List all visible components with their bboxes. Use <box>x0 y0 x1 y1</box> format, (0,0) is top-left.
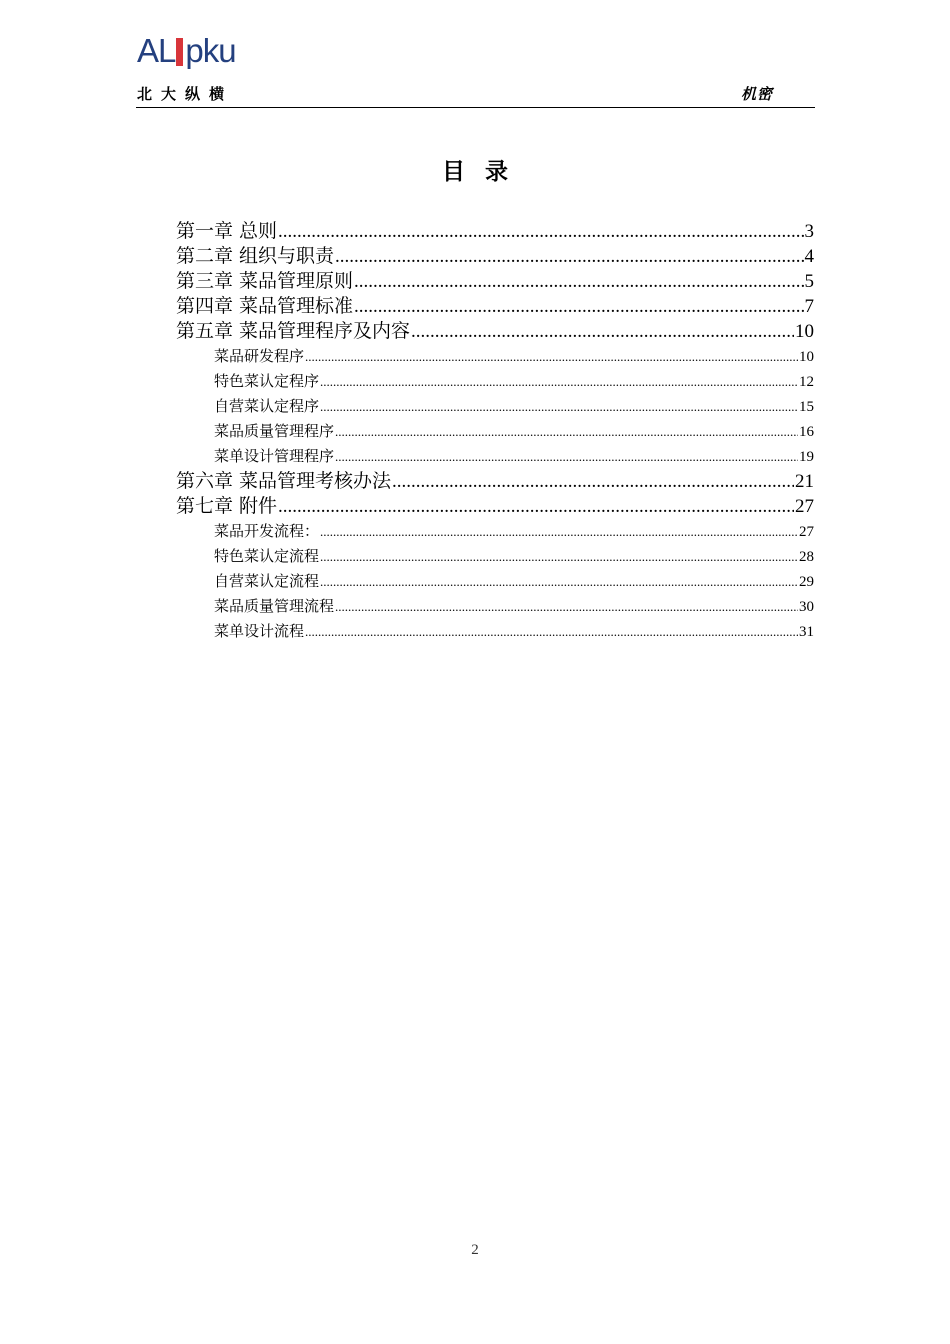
toc-subentry[interactable] <box>214 594 814 619</box>
logo-text-left: AL <box>137 32 176 69</box>
toc-dot-leader <box>305 344 798 369</box>
toc-title: 目录 <box>442 159 528 185</box>
toc-entry-label: 特色菜认定程序 <box>214 372 320 390</box>
company-logo <box>137 33 236 69</box>
toc-entry-page: 10 <box>795 321 814 342</box>
toc-dot-leader <box>320 569 798 594</box>
logo-text-right: pku <box>185 32 236 69</box>
toc-entry-page: 16 <box>799 424 814 440</box>
toc-entry-label: 第四章 菜品管理标准 <box>176 295 354 317</box>
page-number: 2 <box>471 1242 479 1258</box>
toc-dot-leader <box>320 519 798 544</box>
toc-entry-page: 30 <box>799 599 814 615</box>
toc-subentry[interactable] <box>214 394 814 419</box>
toc-entry-label: 菜品开发流程： <box>214 522 320 540</box>
toc-entry-label: 菜品研发程序 <box>214 347 305 365</box>
toc-dot-leader <box>320 369 798 394</box>
toc-subentry[interactable] <box>214 419 814 444</box>
toc-entry-page: 12 <box>799 374 814 390</box>
toc-subentry[interactable] <box>214 344 814 369</box>
toc-entry-page: 19 <box>799 449 814 465</box>
toc-entry-label: 第二章 组织与职责 <box>176 245 335 267</box>
toc-subentry[interactable] <box>214 544 814 569</box>
toc-entry-label: 第三章 菜品管理原则 <box>176 270 354 292</box>
toc-subentry[interactable] <box>214 569 814 594</box>
toc-dot-leader <box>335 244 803 269</box>
toc-dot-leader <box>392 469 794 494</box>
toc-dot-leader <box>278 494 794 519</box>
toc-entry-page: 28 <box>799 549 814 565</box>
toc-dot-leader <box>354 294 803 319</box>
toc-entry-page: 31 <box>799 624 814 640</box>
toc-entry-page: 21 <box>795 471 814 492</box>
toc-subentry[interactable] <box>214 369 814 394</box>
toc-dot-leader <box>354 269 803 294</box>
header-company-name: 北大纵横 <box>137 85 234 103</box>
toc-dot-leader <box>305 619 798 644</box>
logo-separator <box>176 38 183 66</box>
toc-entry[interactable] <box>176 269 814 294</box>
toc-entry[interactable] <box>176 294 814 319</box>
toc-subentry[interactable] <box>214 619 814 644</box>
toc-entry-label: 第七章 附件 <box>176 495 278 517</box>
toc-subentry[interactable] <box>214 444 814 469</box>
toc-dot-leader <box>411 319 794 344</box>
toc-entry-page: 29 <box>799 574 814 590</box>
header-divider <box>136 107 815 108</box>
toc-entry-label: 第五章 菜品管理程序及内容 <box>176 320 411 342</box>
toc-entry-label: 第一章 总则 <box>176 220 278 242</box>
toc-entry-page: 15 <box>799 399 814 415</box>
toc-entry[interactable] <box>176 469 814 494</box>
toc-entry-page: 27 <box>799 524 814 540</box>
toc-entry-page: 5 <box>804 271 814 292</box>
toc-dot-leader <box>335 594 798 619</box>
toc-entry-label: 菜单设计流程 <box>214 622 305 640</box>
toc-entry-page: 4 <box>804 246 814 267</box>
toc-entry-label: 自营菜认定流程 <box>214 572 320 590</box>
toc-dot-leader <box>278 219 803 244</box>
toc-entry-page: 27 <box>795 496 814 517</box>
header-classification: 机密 <box>741 85 774 103</box>
toc-entry[interactable] <box>176 244 814 269</box>
toc-entry-label: 菜品质量管理流程 <box>214 597 335 615</box>
toc-entry[interactable] <box>176 494 814 519</box>
toc-entry-label: 菜单设计管理程序 <box>214 447 335 465</box>
toc-entry-label: 自营菜认定程序 <box>214 397 320 415</box>
toc-subentry[interactable] <box>214 519 814 544</box>
toc-entry-page: 7 <box>804 296 814 317</box>
toc-entry-page: 10 <box>799 349 814 365</box>
toc-dot-leader <box>335 419 798 444</box>
toc-dot-leader <box>320 544 798 569</box>
toc-entry-label: 特色菜认定流程 <box>214 547 320 565</box>
toc-dot-leader <box>320 394 798 419</box>
toc-entry-page: 3 <box>804 221 814 242</box>
toc-entry[interactable] <box>176 319 814 344</box>
toc-entry[interactable] <box>176 219 814 244</box>
toc-entry-label: 第六章 菜品管理考核办法 <box>176 470 392 492</box>
toc-dot-leader <box>335 444 798 469</box>
toc-entry-label: 菜品质量管理程序 <box>214 422 335 440</box>
